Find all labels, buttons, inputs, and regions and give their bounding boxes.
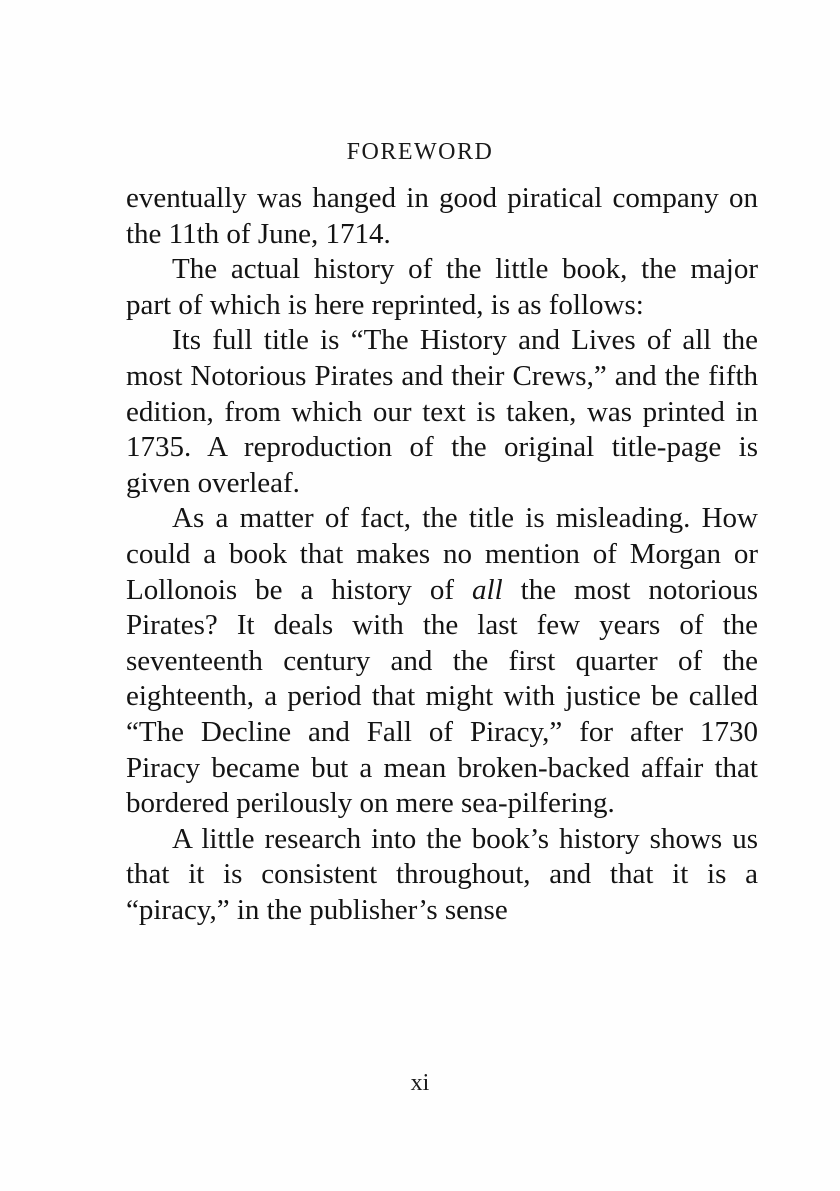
body-text [126, 181, 758, 928]
paragraph-text-part: the most notorious Pirates? It deals with the last few years of the seventeenth century and the first quarter of the eighteenth, a period that might with justice be called “The Decline and Fall of Piracy,” for after 1730 Piracy became but a mean broken-backed affair that bordered perilously on mere sea-pilfering. [126, 573, 758, 820]
emphasis-all: all [472, 573, 503, 606]
page-number: xi [410, 1070, 430, 1096]
paragraph-misleading-title [126, 501, 758, 821]
paragraph-research: A little research into the book’s history shows us that it is consistent throughout, and that it is a “piracy,” in the publisher’s sense [126, 822, 758, 926]
paragraph-text-part: As a matter of fact, the title is misleading. How could a book that makes no mention of Morgan or Lollonois be a history of [126, 502, 758, 606]
paragraph-continued: eventually was hanged in good piratical company on the 11th of June, 1714. [126, 182, 758, 250]
paragraph-full-title: Its full title is “The History and Lives of all the most Notorious Pirates and their Crews,” and the fifth edition, from which our text is taken, was printed in 1735. A reproduction of the original title-page is given overleaf. [126, 324, 758, 499]
running-head: FOREWORD [346, 139, 494, 165]
paragraph-history: The actual history of the little book, the major part of which is here reprinted, is as follows: [126, 253, 758, 321]
